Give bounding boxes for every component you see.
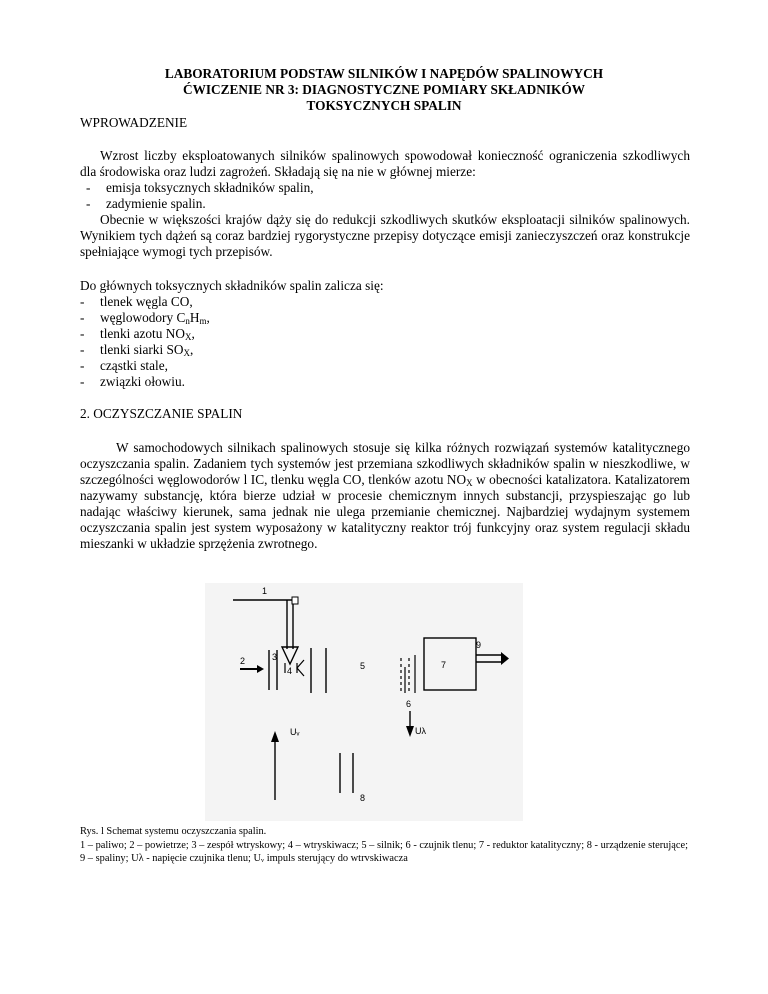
figure-caption-title: Rys. l Schemat systemu oczyszczania spalin.: [80, 826, 267, 837]
label-6: 6: [406, 699, 412, 709]
section-2-paragraph: W samochodowych silnikach spalinowych stosuje się kilka różnych rozwiązań systemów katalitycznego oczyszczania spalin. Zadaniem tych systemów jest przemiana szkodliwych składników spalin w nieszkodliwe, w szczególności węglowodorów l IC, tlenku węgla CO, tlenków azotu $NO_X$ w obecności katalizatora. Katalizatorem nazywamy substancję, która bierze udział w procesie chemicznym innych substancji, przyspieszając go lub nadając właściwy kierunek, sama jednak nie ulega przemianie chemicznej. Najbardziej wydajnym systemem oczyszczania spalin jest system wyposażony w katalityczny reaktor trój funkcyjny oraz system regulacji składu mieszanki w układzie sprzężenia zwrotnego.: [80, 440, 690, 551]
label-5: 5: [360, 661, 366, 671]
label-7: 7: [441, 660, 447, 670]
intro-paragraph-2: Obecnie w większości krajów dąży się do redukcji szkodliwych skutków eksploatacji silników spalinowych. Wynikiem tych dążeń są coraz bardziej rygorystyczne przepisy dotyczące emisji zanieczyszczeń oraz konstrukcje spełniające wymogi tych przepisów.: [80, 212, 690, 259]
injector-symbol: [297, 660, 304, 676]
label-1: 1: [262, 586, 268, 596]
exhaust-arrow: [501, 652, 509, 665]
label-uv: Uᵥ: [290, 727, 300, 737]
catalytic-reactor: [424, 638, 476, 690]
intro-paragraph-3: Do głównych toksycznych składników spalin zalicza się:: [80, 278, 384, 293]
label-4: 4: [287, 666, 293, 676]
fuel-connector: [292, 597, 298, 604]
air-arrow-head: [257, 665, 264, 673]
title-line-2: ĆWICZENIE NR 3: DIAGNOSTYCZNE POMIARY SKŁADNIKÓW: [182, 82, 586, 97]
label-ulambda: Uλ: [415, 726, 426, 736]
intro-heading: WPROWADZENIE: [80, 115, 188, 130]
label-8: 8: [360, 793, 366, 803]
document-page: LABORATORIUM PODSTAW SILNIKÓW I NAPĘDÓW SPALINOWYCH ĆWICZENIE NR 3: DIAGNOSTYCZNE POMIARY SKŁADNIKÓW TOKSYCZNYCH SPALIN WPROWADZENIE Wzrost liczby eksploatowanych silników spalinowych spowodował konieczność ograniczenia szkodliwych dla środowiska oraz ludzi zagrożeń. Składają się na nie w głównej mierze: - emisja toksycznych składników spalin, - zadymienie spalin. Obecnie w większości krajów dąży się do redukcji szkodliwych skutków eksploatacji silników spalinowych. Wynikiem tych dążeń są coraz bardziej rygorystyczne przepisy dotyczące emisji zanieczyszczeń oraz konstrukcje spełniające wymogi tych przepisów. Do głównych toksycznych składników spalin zalicza się: - tlenek węgla CO, - węglowodory $C_nH_m$, - tlenki azotu $NO_X$, - tlenki siarki $SO_X$, - cząstki stale, - związki ołowiu. 2. OCZYSZCZANIE SPALIN W samochodowych silnikach spalinowych stosuje się kilka różnych rozwiązań systemów katalitycznego oczyszczania spalin. Zadaniem tych systemów jest przemiana szkodliwych składników spalin w nieszkodliwe, w szczególności węglowodorów l IC, tlenku węgla CO, tlenków azotu $NO_X$ w obecności katalizatora. Katalizatorem nazywamy substancję, która bierze udział w procesie chemicznym innych substancji, przyspieszając go lub nadając właściwy kierunek, sama jednak nie ulega przemianie chemicznej. Najbardziej wydajnym systemem oczyszczania spalin jest system wyposażony w katalityczny reaktor trój funkcyjny oraz system regulacji składu mieszanki w układzie sprzężenia zwrotnego. 1 2 3 4 5 6 7 9 Uᵥ Uλ 8 Rys. l Schemat systemu oczyszczania spalin. 1 – paliwo; 2 – powietrze; 3 – zespół wtryskowy; 4 – wtryskiwacz; 5 – silnik; 6 - czujnik tlenu; 7 - reduktor katalityczny; 8 - urządzenie sterujące; 9 – spaliny; Uλ - napięcie czujnika tlenu; Uᵥ impuls sterujący do wtrvskiwacza: [0, 0, 768, 994]
title-line-1: LABORATORIUM PODSTAW SILNIKÓW I NAPĘDÓW SPALINOWYCH: [164, 66, 604, 81]
label-3: 3: [272, 652, 278, 662]
list-item-text: zadymienie spalin.: [106, 196, 206, 211]
exhaust-system-diagram: [205, 583, 523, 821]
fuel-arrow: [282, 647, 298, 664]
intro-paragraph-1: Wzrost liczby eksploatowanych silników spalinowych spowodował konieczność ograniczenia szkodliwych dla środowiska oraz ludzi zagrożeń. Składają się na nie w głównej mierze:: [80, 148, 690, 179]
section-2-heading: 2. OCZYSZCZANIE SPALIN: [80, 406, 243, 421]
label-9: 9: [476, 640, 482, 650]
title-line-3: TOKSYCZNYCH SPALIN: [306, 98, 462, 113]
figure-caption-body: 1 – paliwo; 2 – powietrze; 3 – zespół wtryskowy; 4 – wtryskiwacz; 5 – silnik; 6 - czujnik tlenu; 7 - reduktor katalityczny; 8 - urządzenie sterujące; 9 – spaliny; Uλ - napięcie czujnika tlenu; Uᵥ impuls sterujący do wtrvskiwacza: [80, 840, 688, 864]
document-title: [60, 66, 708, 114]
list-item-text: emisja toksycznych składników spalin,: [106, 180, 314, 195]
label-2: 2: [240, 656, 246, 666]
